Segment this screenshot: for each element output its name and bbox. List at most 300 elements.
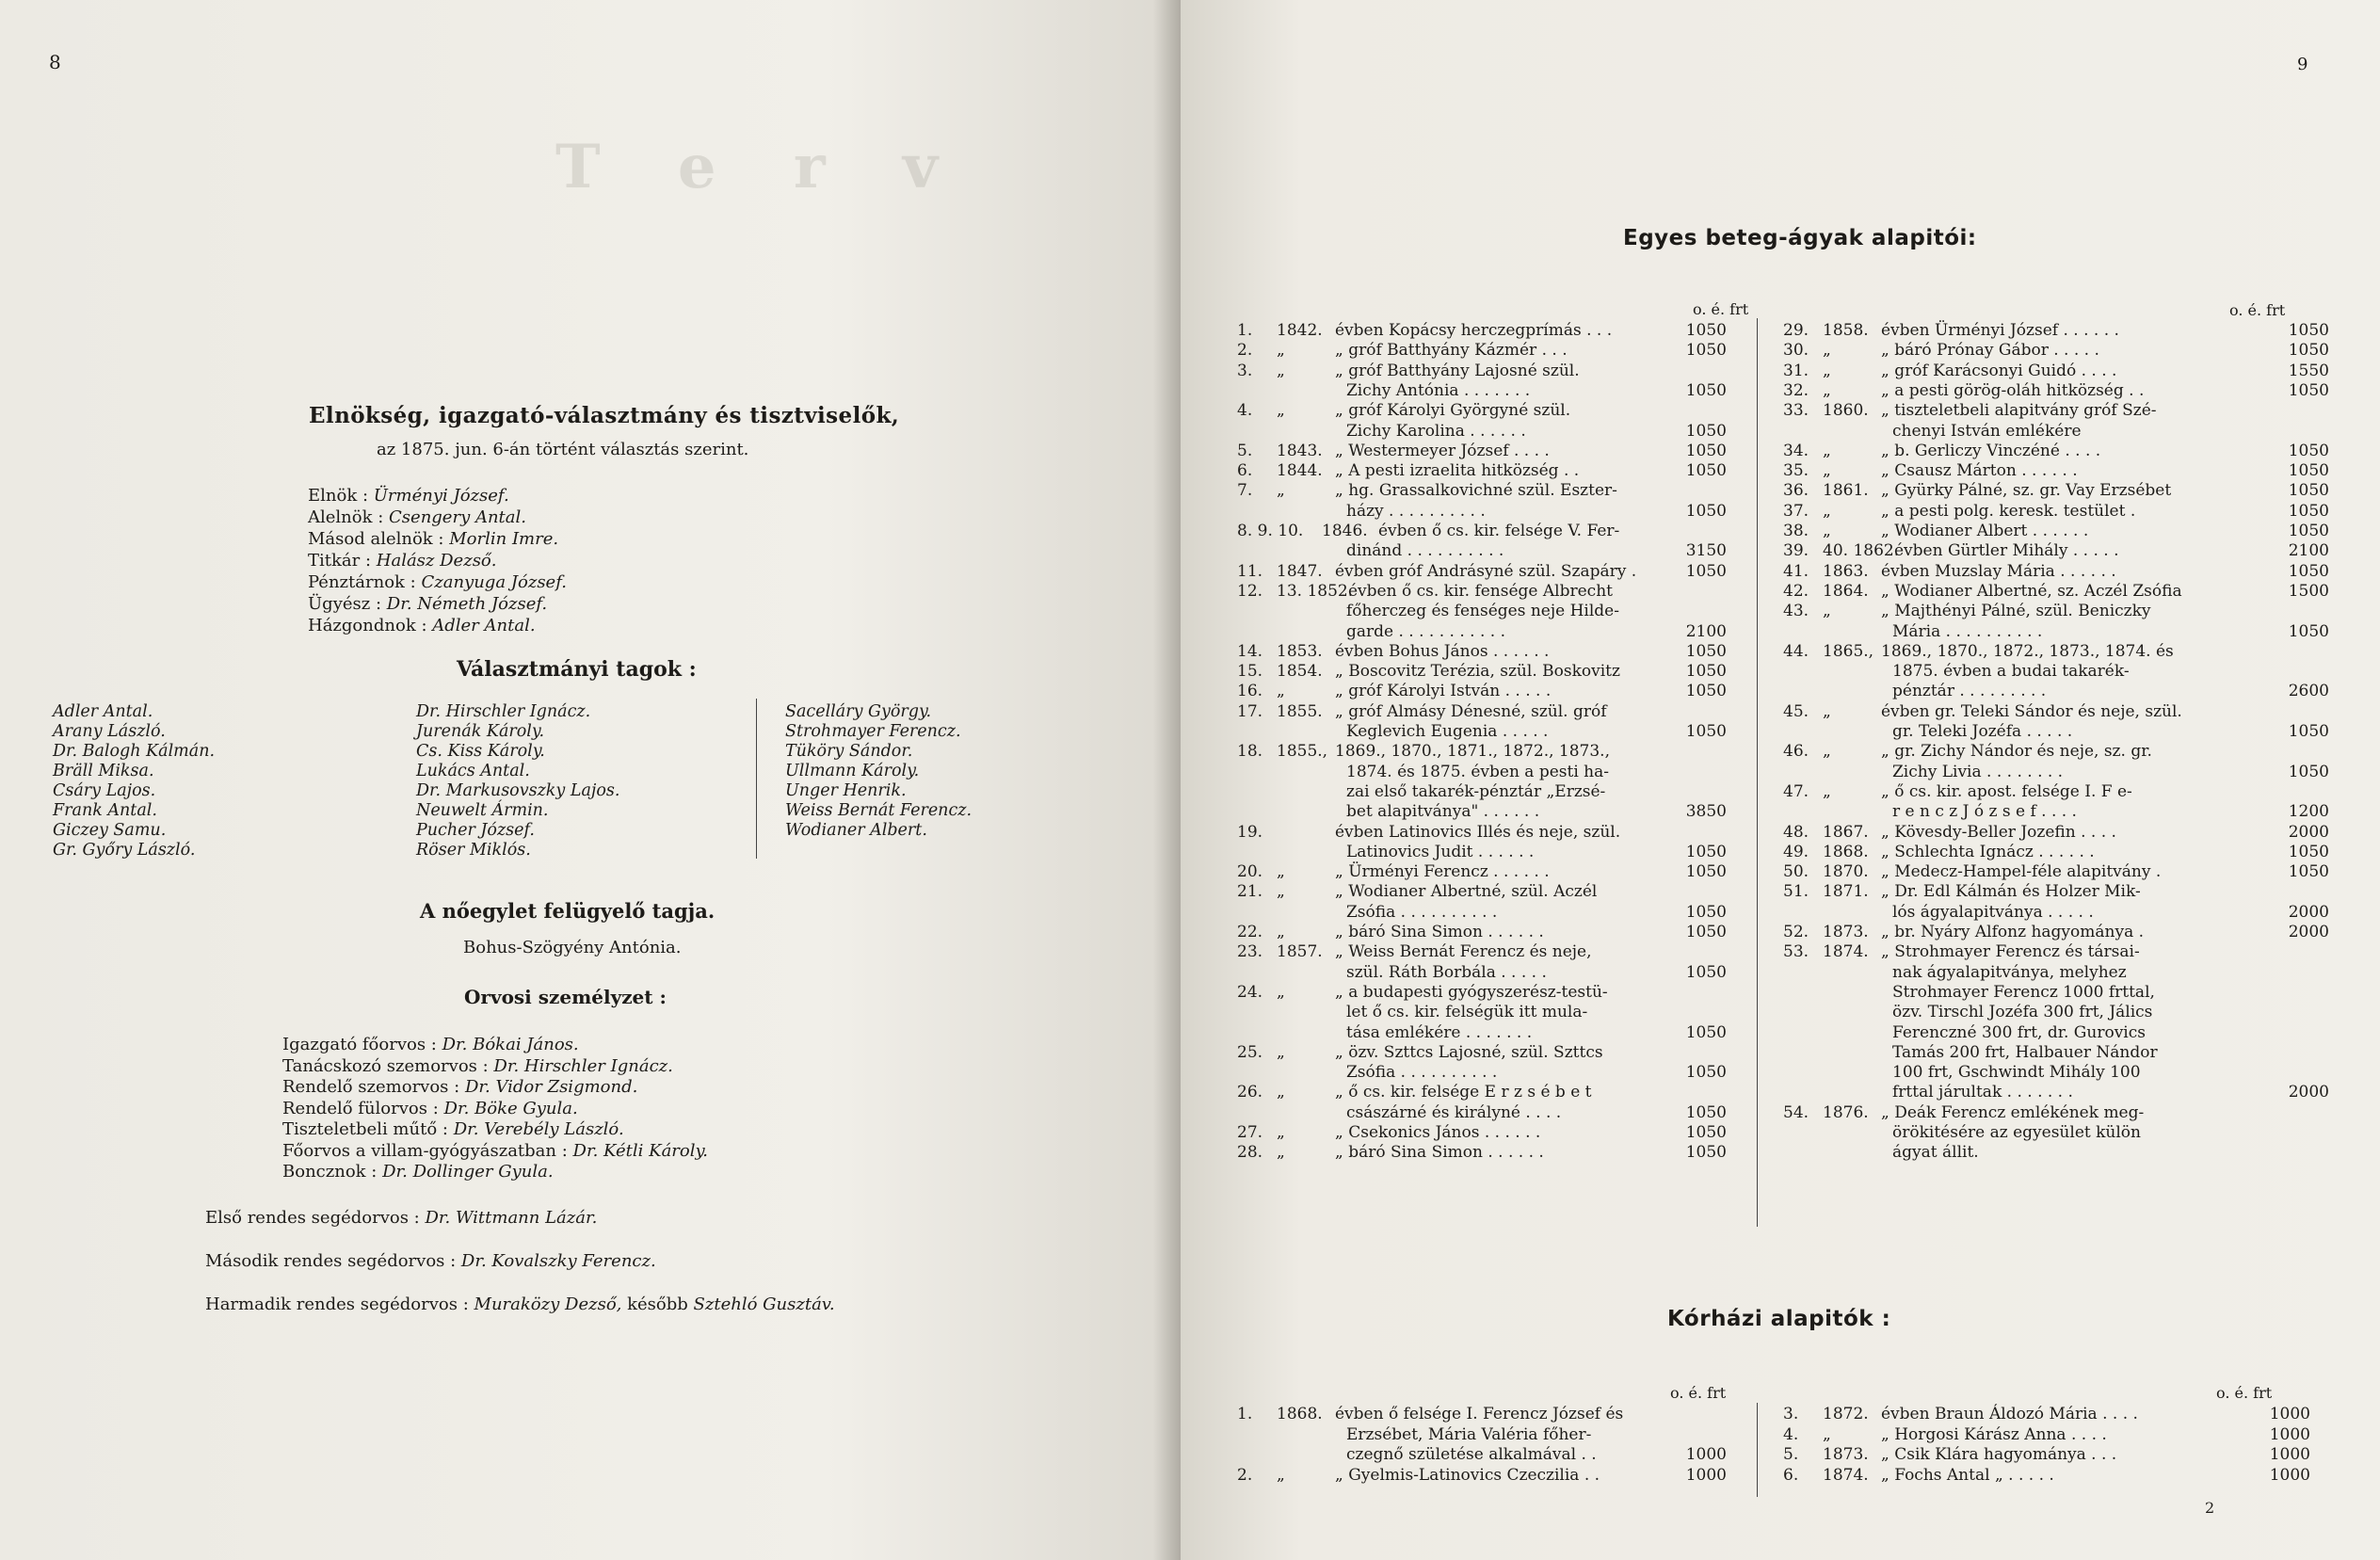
entry-text: „ tiszteletbeli alapitvány gróf Szé- <box>1881 401 2157 421</box>
member-name: Ullmann Károly. <box>785 762 920 780</box>
staff-role: Titkár : <box>308 551 372 571</box>
entry-text: évben gr. Teleki Sándor és neje, szül. <box>1881 701 2182 721</box>
entry-year: 1854. <box>1277 662 1323 682</box>
entry-text: főherczeg és fenséges neje Hilde- <box>1346 602 1619 621</box>
member-name: Sacelláry György. <box>785 702 932 721</box>
assistant-role: Második rendes segédorvos : <box>205 1251 457 1271</box>
entry-amount: 1050 <box>2288 341 2329 361</box>
entry-year: 1873. <box>1823 1445 1869 1464</box>
entry-number: 27. <box>1237 1123 1263 1142</box>
entry-number: 2. <box>1237 341 1253 361</box>
ledger-row <box>1783 862 2329 882</box>
ledger-row <box>1783 983 2329 1003</box>
assistant-later-name: Sztehló Gusztáv. <box>693 1295 835 1314</box>
entry-year: „ <box>1277 1143 1285 1163</box>
ledger-row <box>1783 401 2329 421</box>
ledger-row <box>1237 1445 1727 1465</box>
member-name: Strohmayer Ferencz. <box>785 722 961 741</box>
entry-number: 50. <box>1783 862 1809 882</box>
member-name: Dr. Balogh Kálmán. <box>53 742 216 761</box>
staff-role: Pénztárnok : <box>308 572 416 592</box>
entry-amount: 1050 <box>1685 421 1727 441</box>
entry-year: 1876. <box>1823 1102 1869 1122</box>
entry-number: 1. <box>1237 1405 1253 1423</box>
entry-number: 5. <box>1783 1445 1799 1464</box>
entry-text: gr. Teleki Jozéfa . . . . . <box>1892 722 2073 741</box>
ledger-row <box>1237 1123 1727 1143</box>
entry-text: Ferenczné 300 frt, dr. Gurovics <box>1892 1022 2146 1042</box>
ledger-row <box>1783 362 2329 381</box>
ledger-row <box>1783 702 2329 722</box>
entry-year: 1874. <box>1823 1465 1869 1485</box>
entry-year: „ <box>1823 361 1831 380</box>
staff-name: Dr. Kétli Károly. <box>572 1140 708 1161</box>
beds-list-left <box>1237 321 1727 1168</box>
ledger-row <box>1237 1043 1727 1063</box>
entry-year: 1874. <box>1823 942 1869 962</box>
ledger-row <box>1783 562 2329 582</box>
entry-text: „ hg. Grassalkovichné szül. Eszter- <box>1335 481 1617 501</box>
entry-amount: 1050 <box>1685 321 1727 340</box>
staff-role: Másod alelnök : <box>308 529 444 549</box>
entry-amount: 1050 <box>1685 380 1727 400</box>
entry-text: szül. Ráth Borbála . . . . . <box>1346 962 1547 982</box>
hospital-divider <box>1757 1403 1758 1497</box>
entry-year: 1860. <box>1823 401 1869 421</box>
entry-amount: 1050 <box>2288 561 2329 581</box>
ledger-row <box>1237 802 1727 822</box>
member-name: Lukács Antal. <box>416 762 530 780</box>
entry-number: 30. <box>1783 341 1809 361</box>
entry-amount: 1050 <box>2288 862 2329 882</box>
staff-line <box>308 615 536 636</box>
entry-year: 1864. <box>1823 581 1869 601</box>
ledger-row <box>1237 502 1727 522</box>
assistant-line <box>205 1207 597 1229</box>
member-name: Weiss Bernát Ferencz. <box>785 801 973 820</box>
entry-number: 2. <box>1237 1465 1253 1485</box>
entry-year: „ <box>1277 923 1285 941</box>
staff-role: Rendelő fülorvos : <box>282 1098 439 1118</box>
hospital-heading: Kórházi alapitók : <box>1667 1307 1891 1331</box>
beds-list-right <box>1783 321 2329 1187</box>
ledger-row <box>1783 722 2329 742</box>
currency-header-left: o. é. frt <box>1693 300 1749 318</box>
signature-mark: 2 <box>2205 1499 2215 1517</box>
entry-text: „ ő cs. kir. apost. felsége I. F e- <box>1881 781 2132 801</box>
entry-text: „ báró Sina Simon . . . . . . <box>1335 923 1544 941</box>
entry-text: évben Latinovics Illés és neje, szül. <box>1335 822 1621 842</box>
entry-number: 21. <box>1237 882 1263 902</box>
staff-name: Dr. Németh József. <box>386 594 548 614</box>
entry-amount: 1050 <box>1685 1102 1727 1122</box>
ledger-row <box>1783 582 2329 602</box>
entry-year: 1863. <box>1823 561 1869 581</box>
staff-role: Tiszteletbeli műtő : <box>282 1119 448 1139</box>
staff-name: Czanyuga József. <box>421 572 567 592</box>
entry-text: „ Fochs Antal „ . . . . . <box>1881 1465 2054 1485</box>
member-name: Frank Antal. <box>53 801 157 820</box>
beds-divider <box>1757 318 1758 1227</box>
assistant-name: Dr. Kovalszky Ferencz. <box>460 1251 656 1271</box>
staff-name: Halász Dezső. <box>376 551 497 571</box>
entry-text: pénztár . . . . . . . . . <box>1892 682 2047 701</box>
entry-year: „ <box>1277 862 1285 882</box>
staff-name: Dr. Vidor Zsigmond. <box>464 1077 638 1097</box>
entry-number: 24. <box>1237 982 1263 1002</box>
entry-amount: 1000 <box>2269 1405 2310 1423</box>
ledger-row <box>1237 942 1727 962</box>
entry-text: „ Schlechta Ignácz . . . . . . <box>1881 842 2095 861</box>
entry-amount: 1050 <box>1685 641 1727 661</box>
entry-text: özv. Tirschl Jozéfa 300 frt, Jálics <box>1892 1003 2153 1022</box>
ledger-row <box>1237 662 1727 682</box>
entry-text: „ Dr. Edl Kálmán és Holzer Mik- <box>1881 882 2141 902</box>
entry-amount: 1050 <box>1685 561 1727 581</box>
entry-number: 38. <box>1783 522 1809 540</box>
members-heading: Választmányi tagok : <box>457 657 697 682</box>
ledger-row <box>1237 642 1727 662</box>
staff-line <box>308 528 558 550</box>
entry-amount: 1050 <box>1685 842 1727 861</box>
staff-role: Alelnök : <box>308 507 384 527</box>
staff-line <box>308 593 547 615</box>
staff-name: Dr. Hirschler Ignácz. <box>493 1055 673 1076</box>
ledger-row <box>1783 321 2329 341</box>
entry-number: 5. <box>1237 441 1253 460</box>
ledger-row <box>1237 1063 1727 1083</box>
entry-amount: 1050 <box>1685 902 1727 922</box>
staff-role: Ügyész : <box>308 594 382 614</box>
entry-number: 15. <box>1237 662 1263 682</box>
ghost-bleed-title: T e r v <box>555 132 967 202</box>
entry-number: 26. <box>1237 1083 1263 1102</box>
entry-number: 49. <box>1783 842 1809 861</box>
entry-amount: 1050 <box>1685 1022 1727 1042</box>
staff-line <box>308 485 509 507</box>
ledger-row <box>1783 682 2329 701</box>
staff-line <box>308 507 526 528</box>
entry-text: „ gróf Karácsonyi Guidó . . . . <box>1881 361 2117 380</box>
entry-text: bet alapitványa" . . . . . . <box>1346 802 1540 822</box>
ledger-row <box>1783 1143 2329 1163</box>
entry-text: „ br. Nyáry Alfonz hagyománya . <box>1881 923 2145 941</box>
ledger-row <box>1237 422 1727 442</box>
entry-text: ágyat állit. <box>1892 1143 1979 1163</box>
entry-number: 31. <box>1783 361 1809 380</box>
ledger-row <box>1783 882 2329 902</box>
ledger-row <box>1237 341 1727 361</box>
entry-year: „ <box>1823 602 1831 621</box>
entry-amount: 1050 <box>1685 441 1727 460</box>
ledger-row <box>1783 642 2329 662</box>
entry-text: „ Strohmayer Ferencz és társai- <box>1881 942 2140 962</box>
entry-number: 41. <box>1783 561 1809 581</box>
entry-amount: 2100 <box>1685 621 1727 641</box>
entry-year: 1847. <box>1277 561 1323 581</box>
ledger-row <box>1237 843 1727 862</box>
entry-amount: 1050 <box>2288 441 2329 460</box>
entry-amount: 1050 <box>1685 1063 1727 1083</box>
entry-number: 47. <box>1783 781 1809 801</box>
ledger-row <box>1783 823 2329 843</box>
staff-role: Rendelő szemorvos : <box>282 1077 460 1097</box>
entry-text: évben ő cs. kir. felsége V. Fer- <box>1378 522 1620 540</box>
member-name: Röser Miklós. <box>416 841 531 860</box>
entry-text: „ Deák Ferencz emlékének meg- <box>1881 1102 2145 1122</box>
entry-year: 1844. <box>1277 461 1323 481</box>
assistant-role: Első rendes segédorvos : <box>205 1208 420 1228</box>
ledger-row <box>1237 1103 1727 1123</box>
member-name: Jurenák Károly. <box>416 722 545 741</box>
entry-number: 19. <box>1237 822 1263 842</box>
assistant-name: Dr. Wittmann Lázár. <box>425 1208 598 1228</box>
entry-text: „ Kövesdy-Beller Jozefin . . . . <box>1881 822 2116 842</box>
entry-text: 1874. és 1875. évben a pesti ha- <box>1346 762 1609 781</box>
entry-text: „ Csik Klára hagyománya . . . <box>1881 1445 2117 1464</box>
staff-name: Dr. Bókai János. <box>442 1035 579 1054</box>
entry-amount: 2000 <box>2288 1083 2329 1102</box>
entry-year: „ <box>1277 982 1285 1002</box>
ledger-row <box>1783 602 2329 621</box>
ledger-row <box>1783 442 2329 461</box>
entry-amount: 1050 <box>2288 321 2329 340</box>
staff-name: Adler Antal. <box>432 616 536 635</box>
ledger-row <box>1783 522 2329 541</box>
entry-text: nak ágyalapitványa, melyhez <box>1892 962 2127 982</box>
staff-line <box>282 1098 578 1119</box>
entry-text: „ Gyürky Pálné, sz. gr. Vay Erzsébet <box>1881 481 2172 501</box>
entry-year: 1865., <box>1823 641 1874 661</box>
members-column-2 <box>416 701 699 880</box>
entry-year: „ <box>1277 401 1285 421</box>
entry-year: „ <box>1823 461 1831 481</box>
ledger-row <box>1783 422 2329 442</box>
entry-number: 43. <box>1783 602 1809 621</box>
entry-text: 1869., 1870., 1872., 1873., 1874. és <box>1881 641 2174 661</box>
member-name: Tüköry Sándor. <box>785 742 913 761</box>
staff-name: Morlin Imre. <box>449 529 559 549</box>
staff-line <box>282 1055 673 1077</box>
ledger-row <box>1783 502 2329 522</box>
entry-text: „ Majthényi Pálné, szül. Beniczky <box>1881 602 2151 621</box>
entry-number: 53. <box>1783 942 1809 962</box>
ledger-row <box>1237 622 1727 642</box>
entry-year: 1873. <box>1823 923 1869 941</box>
member-name: Dr. Hirschler Ignácz. <box>416 702 591 721</box>
ledger-row <box>1783 461 2329 481</box>
ledger-row <box>1237 983 1727 1003</box>
ledger-row <box>1783 622 2329 642</box>
entry-year: „ <box>1277 882 1285 902</box>
staff-name: Dr. Dollinger Gyula. <box>382 1162 554 1182</box>
member-name: Dr. Markusovszky Lajos. <box>416 781 620 800</box>
entry-text: Zichy Karolina . . . . . . <box>1346 421 1526 441</box>
entry-number: 28. <box>1237 1143 1263 1163</box>
entry-number: 12. <box>1237 581 1263 601</box>
assistant-line <box>205 1294 835 1315</box>
ledger-row <box>1237 782 1727 802</box>
entry-text: „ a pesti polg. keresk. testület . <box>1881 501 2136 521</box>
entry-text: évben ő felsége I. Ferencz József és <box>1335 1405 1624 1423</box>
member-name: Cs. Kiss Károly. <box>416 742 545 761</box>
entry-amount: 1050 <box>1685 962 1727 982</box>
entry-year: 1861. <box>1823 481 1869 501</box>
entry-year: „ <box>1823 742 1831 762</box>
entry-number: 25. <box>1237 1042 1263 1062</box>
entry-number: 18. <box>1237 742 1263 762</box>
ledger-row <box>1237 381 1727 401</box>
entry-year: „ <box>1277 1465 1285 1485</box>
staff-line <box>282 1034 579 1055</box>
board-subtitle: az 1875. jun. 6-án történt választás szerint. <box>377 440 749 459</box>
entry-amount: 1050 <box>2288 621 2329 641</box>
left-page <box>0 0 1181 1560</box>
entry-number: 37. <box>1783 501 1809 521</box>
entry-text: házy . . . . . . . . . . <box>1346 501 1486 521</box>
assistant-doctors <box>205 1207 921 1320</box>
entry-year: 1843. <box>1277 441 1323 460</box>
entry-number: 16. <box>1237 682 1263 701</box>
entry-number: 1. <box>1237 321 1253 340</box>
entry-text: „ gróf Károlyi Györgyné szül. <box>1335 401 1571 421</box>
entry-number: 52. <box>1783 923 1809 941</box>
entry-number: 35. <box>1783 461 1809 481</box>
entry-text: frttal járultak . . . . . . . <box>1892 1083 2073 1102</box>
member-name: Gr. Győry László. <box>53 841 196 860</box>
ledger-row <box>1783 1063 2329 1083</box>
ledger-row <box>1237 1003 1727 1022</box>
entry-number: 45. <box>1783 701 1809 721</box>
entry-number: 33. <box>1783 401 1809 421</box>
entry-text: Erzsébet, Mária Valéria főher- <box>1346 1424 1592 1444</box>
board-title: Elnökség, igazgató-választmány és tisztviselők, <box>309 403 900 428</box>
ledger-row <box>1783 662 2329 682</box>
entry-amount: 2100 <box>2288 541 2329 561</box>
entry-number: 44. <box>1783 641 1809 661</box>
entry-year: 1846. <box>1322 522 1368 540</box>
entry-amount: 2000 <box>2288 902 2329 922</box>
entry-text: Zichy Livia . . . . . . . . <box>1892 762 2064 781</box>
ledger-row <box>1237 903 1727 923</box>
entry-year: 1855., <box>1277 742 1328 762</box>
ledger-row <box>1783 1103 2329 1123</box>
entry-text: évben Bohus János . . . . . . <box>1335 641 1550 661</box>
entry-amount: 1050 <box>2288 762 2329 781</box>
members-column-1 <box>53 701 260 880</box>
ledger-row <box>1237 1405 1727 1424</box>
entry-text: „ Csausz Márton . . . . . . <box>1881 461 2078 481</box>
hospital-list-left <box>1237 1405 1727 1499</box>
entry-text: Strohmayer Ferencz 1000 frttal, <box>1892 982 2155 1002</box>
ledger-row <box>1237 1425 1727 1445</box>
entry-year: „ <box>1277 1083 1285 1102</box>
ledger-row <box>1783 1003 2329 1022</box>
entry-amount: 1050 <box>1685 923 1727 941</box>
ledger-row <box>1237 562 1727 582</box>
entry-number: 6. <box>1783 1465 1799 1485</box>
entry-year: „ <box>1823 441 1831 460</box>
staff-line <box>308 550 497 571</box>
hospital-currency-left: o. é. frt <box>1670 1384 1727 1402</box>
entry-amount: 1050 <box>1685 461 1727 481</box>
entry-year: „ <box>1823 341 1831 361</box>
entry-year: 1872. <box>1823 1405 1869 1423</box>
entry-text: évben gróf Andrásyné szül. Szapáry . <box>1335 561 1637 581</box>
assistant-extra: később <box>627 1295 688 1314</box>
entry-amount: 1000 <box>1685 1445 1727 1464</box>
entry-number: 34. <box>1783 441 1809 460</box>
entry-text: „ özv. Szttcs Lajosné, szül. Szttcs <box>1335 1042 1603 1062</box>
entry-text: dinánd . . . . . . . . . . <box>1346 541 1504 561</box>
entry-year: „ <box>1823 380 1831 400</box>
ledger-row <box>1783 843 2329 862</box>
ledger-row <box>1237 522 1727 541</box>
entry-text: Tamás 200 frt, Halbauer Nándor <box>1892 1042 2158 1062</box>
entry-year: „ <box>1277 481 1285 501</box>
entry-text: tása emlékére . . . . . . . <box>1346 1022 1533 1042</box>
entry-text: évben Ürményi József . . . . . . <box>1881 321 2119 340</box>
entry-text: „ a pesti görög-oláh hitközség . . <box>1881 380 2145 400</box>
entry-number: 20. <box>1237 862 1263 882</box>
officers-list <box>308 485 873 645</box>
entry-text: chenyi István emlékére <box>1892 421 2082 441</box>
ledger-row <box>1783 341 2329 361</box>
entry-number: 3. <box>1783 1405 1799 1423</box>
entry-number: 46. <box>1783 742 1809 762</box>
entry-year: „ <box>1277 1123 1285 1142</box>
entry-text: Keglevich Eugenia . . . . . <box>1346 722 1549 741</box>
entry-text: „ Boscovitz Terézia, szül. Boskovitz <box>1335 662 1620 682</box>
supervisor-name: Bohus-Szögyény Antónia. <box>463 938 682 957</box>
ledger-row <box>1783 942 2329 962</box>
entry-text: let ő cs. kir. felségük itt mula- <box>1346 1003 1588 1022</box>
entry-text: „ Gyelmis-Latinovics Czeczilia . . <box>1335 1465 1600 1485</box>
entry-number: 48. <box>1783 822 1809 842</box>
ledger-row <box>1237 862 1727 882</box>
ledger-row <box>1783 381 2329 401</box>
ledger-row <box>1783 541 2329 561</box>
ledger-row <box>1237 823 1727 843</box>
entry-amount: 1000 <box>1685 1465 1727 1485</box>
entry-amount: 1200 <box>2288 802 2329 822</box>
entry-amount: 1050 <box>1685 722 1727 741</box>
member-name: Bräll Miksa. <box>53 762 154 780</box>
entry-year: „ <box>1277 361 1285 380</box>
entry-amount: 1050 <box>1685 682 1727 701</box>
ledger-row <box>1237 401 1727 421</box>
entry-year: 1868. <box>1277 1405 1323 1423</box>
page-number-left: 8 <box>49 51 61 73</box>
entry-text: örökitésére az egyesület külön <box>1892 1123 2141 1142</box>
entry-year: 1842. <box>1277 321 1323 340</box>
medical-staff-list <box>282 1034 866 1194</box>
ledger-row <box>1783 763 2329 782</box>
entry-text: császárné és királyné . . . . <box>1346 1102 1562 1122</box>
entry-year: 1870. <box>1823 862 1869 882</box>
ledger-row <box>1237 582 1727 602</box>
ledger-row <box>1237 702 1727 722</box>
entry-text: Zsófia . . . . . . . . . . <box>1346 1063 1498 1083</box>
entry-amount: 1050 <box>1685 1123 1727 1142</box>
medical-heading: Orvosi személyzet : <box>464 986 667 1008</box>
entry-amount: 1000 <box>2269 1424 2310 1444</box>
entry-text: Zichy Antónia . . . . . . . <box>1346 380 1531 400</box>
hospital-currency-right: o. é. frt <box>2216 1384 2273 1402</box>
entry-year: „ <box>1277 341 1285 361</box>
entry-number: 36. <box>1783 481 1809 501</box>
entry-text: zai első takarék-pénztár „Erzsé- <box>1346 781 1606 801</box>
